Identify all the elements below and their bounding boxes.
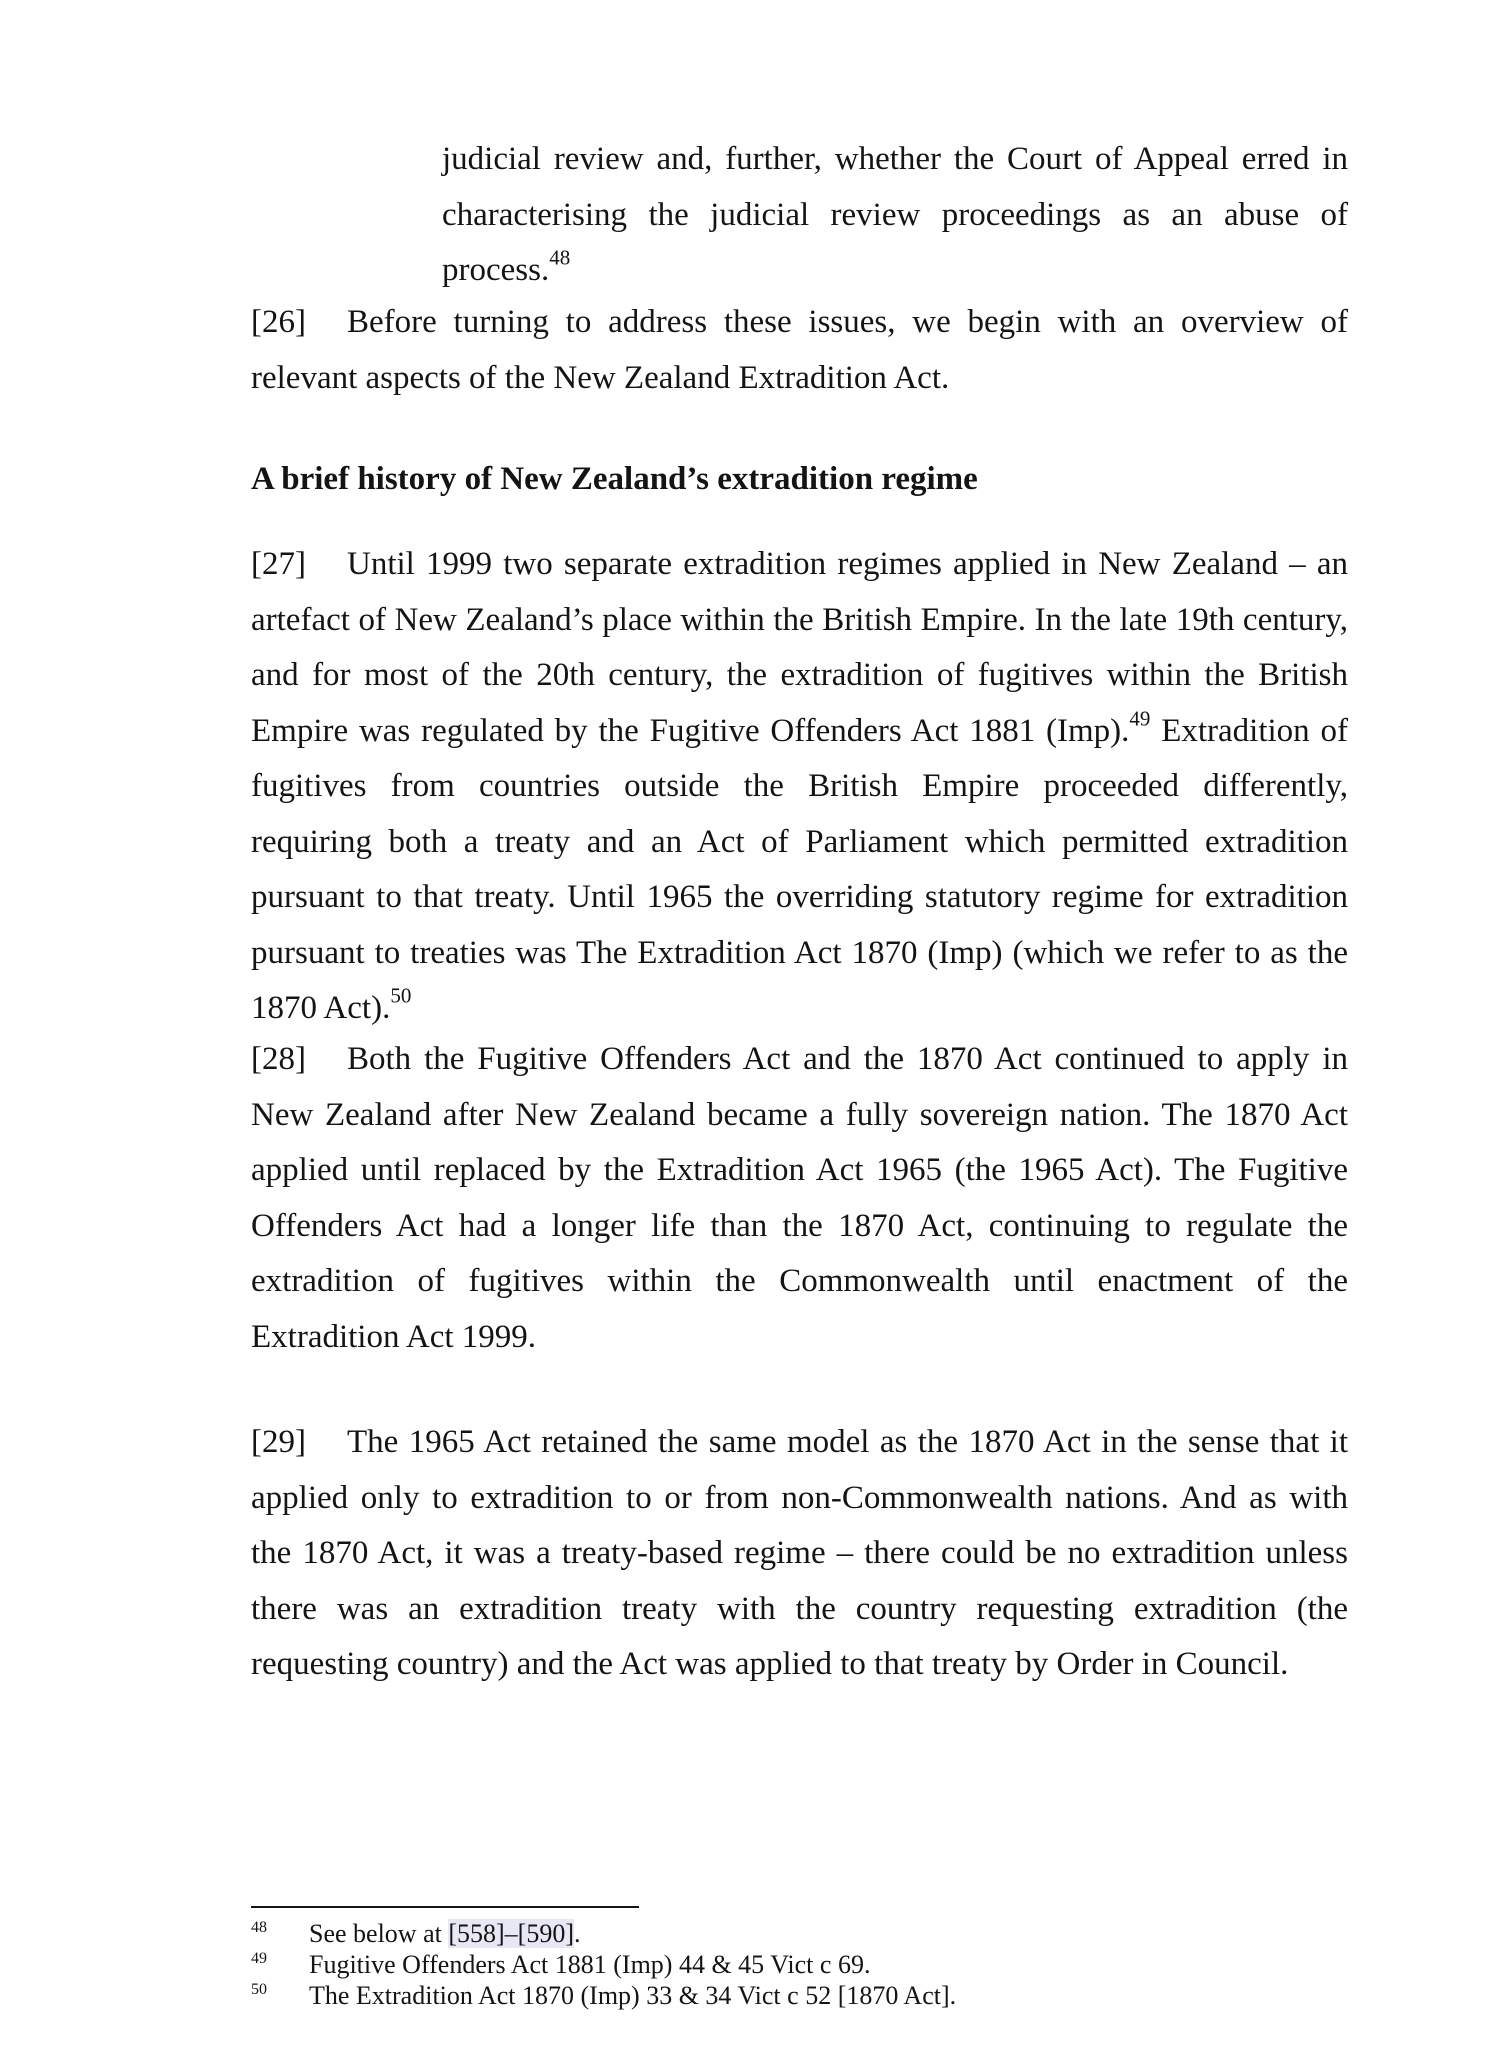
footnote-text: The Extradition Act 1870 (Imp) 33 & 34 Vict c 52 [1870 Act]. xyxy=(309,1981,957,2010)
paragraph-text: The 1965 Act retained the same model as the 1870 Act in the sense that it applied only to extradition to or from non-Commonwealth nations. And as with the 1870 Act, it was a treaty-based regime – there could be no extradition unless there was an extradition treaty with the country requesting extradition (the requesting country) and the Act was applied to that treaty by Order in Council. xyxy=(251,1424,1348,1682)
paragraph-28 xyxy=(251,1032,1348,1365)
footnote-49 xyxy=(251,1949,1348,1980)
footnote-ref-48[interactable]: 48 xyxy=(549,245,571,270)
footnote-text xyxy=(309,1918,1348,1949)
paragraph-text-continued: Extradition of fugitives from countries outside the British Empire proceeded differently, requiring both a treaty and an Act of Parliament which permitted extradition pursuant to that treaty. Until 1965 the overriding statutory regime for extradition pursuant to treaties was The Extradition Act 1870 (Imp) (which we refer to as the 1870 Act). xyxy=(251,712,1348,1026)
footnote-ref-50[interactable]: 50 xyxy=(390,983,412,1008)
continued-quote-text: judicial review and, further, whether the Court of Appeal erred in characterising the judicial review proceedings as an abuse of process. xyxy=(442,141,1348,288)
cross-reference-link[interactable]: [558]–[590] xyxy=(448,1919,574,1948)
footnote-50 xyxy=(251,1980,1348,2011)
footnote-48 xyxy=(251,1918,1348,1949)
footnote-text: Fugitive Offenders Act 1881 (Imp) 44 & 45 Vict c 69. xyxy=(309,1950,871,1979)
paragraph-27 xyxy=(251,537,1348,1037)
paragraph-text: Before turning to address these issues, we begin with an overview of relevant aspects of the New Zealand Extradition Act. xyxy=(251,304,1348,396)
paragraph-number: [28] xyxy=(251,1041,306,1077)
paragraph-number: [26] xyxy=(251,304,306,340)
paragraph-number: [29] xyxy=(251,1424,306,1460)
footnote-number: 50 xyxy=(251,1981,267,1998)
footnote-divider xyxy=(251,1906,639,1908)
footnote-prefix: See below at xyxy=(309,1919,449,1948)
footnotes xyxy=(251,1918,1348,2011)
section-heading: A brief history of New Zealand’s extradition regime xyxy=(251,461,978,497)
footnote-ref-49[interactable]: 49 xyxy=(1129,705,1151,730)
paragraph-text: Both the Fugitive Offenders Act and the 1870 Act continued to apply in New Zealand after New Zealand became a fully sovereign nation. The 1870 Act applied until replaced by the Extradition Act 1965 (the 1965 Act). The Fugitive Offenders Act had a longer life than the 1870 Act, continuing to regulate the extradition of fugitives within the Commonwealth until enactment of the Extradition Act 1999. xyxy=(251,1041,1348,1355)
paragraph-text: Until 1999 two separate extradition regimes applied in New Zealand – an artefact of New Zealand’s place within the British Empire. In the late 19th century, and for most of the 20th century, the extradition of fugitives within the British Empire was regulated by the Fugitive Offenders Act 1881 (Imp). xyxy=(251,546,1348,749)
footnote-number: 49 xyxy=(251,1950,267,1967)
paragraph-29 xyxy=(251,1415,1348,1693)
continued-quote xyxy=(442,132,1348,299)
paragraph-number: [27] xyxy=(251,546,306,582)
paragraph-26 xyxy=(251,295,1348,406)
footnote-suffix: . xyxy=(573,1919,581,1948)
footnote-number: 48 xyxy=(251,1919,267,1936)
